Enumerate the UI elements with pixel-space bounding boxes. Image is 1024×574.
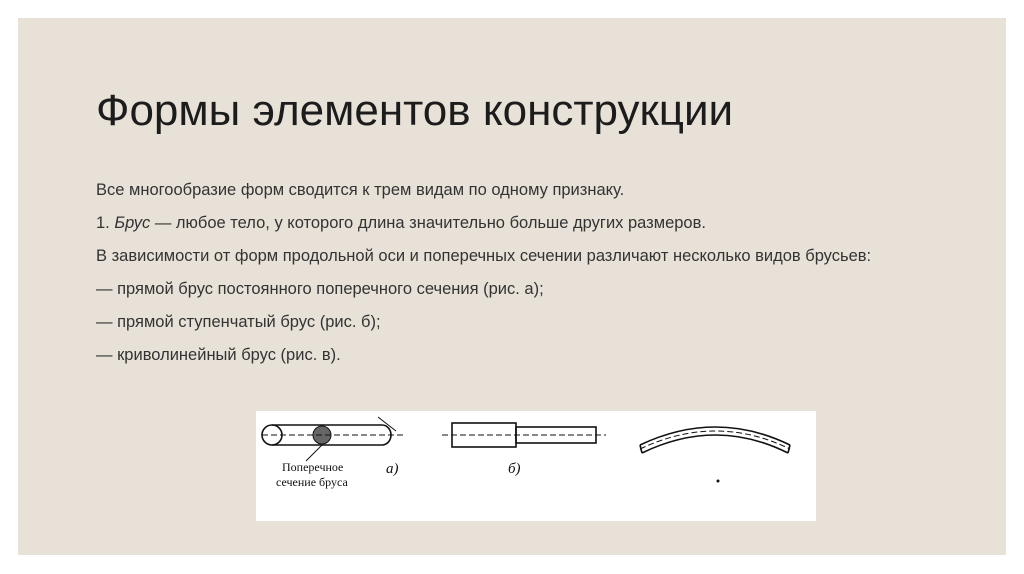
list-item-curved: — криволинейный брус (рис. в). — [96, 346, 341, 364]
curved-beam-drawing — [640, 427, 790, 453]
beam-figure — [256, 411, 816, 521]
figure-caption-line2: сечение бруса — [276, 475, 348, 489]
paragraph-intro: Все многообразие форм сводится к трем видам по одному признаку. — [96, 181, 625, 199]
paragraph-definition — [96, 211, 896, 235]
beam-diagram — [256, 411, 816, 521]
figure-caption-line1: Поперечное — [282, 460, 344, 474]
definition-text: — любое тело, у которого длина значительно больше других размеров. — [150, 214, 706, 232]
definition-term: Брус — [114, 214, 151, 232]
paragraph-types-intro: В зависимости от форм продольной оси и поперечных сечении различают несколько видов брусьев: — [96, 247, 872, 265]
definition-number: 1. — [96, 214, 115, 232]
figure-label-b: б) — [508, 461, 521, 477]
list-item-straight-constant: — прямой брус постоянного поперечного сечения (рис. а); — [96, 280, 544, 298]
straight-beam-drawing — [262, 417, 406, 461]
slide-body — [96, 178, 896, 376]
list-item-stepped: — прямой ступенчатый брус (рис. б); — [96, 313, 381, 331]
figure-label-a: а) — [386, 461, 399, 477]
stepped-beam-drawing — [442, 423, 606, 447]
slide — [18, 18, 1006, 555]
figure-mark-dot — [717, 480, 720, 483]
slide-title: Формы элементов конструкции — [96, 86, 734, 135]
